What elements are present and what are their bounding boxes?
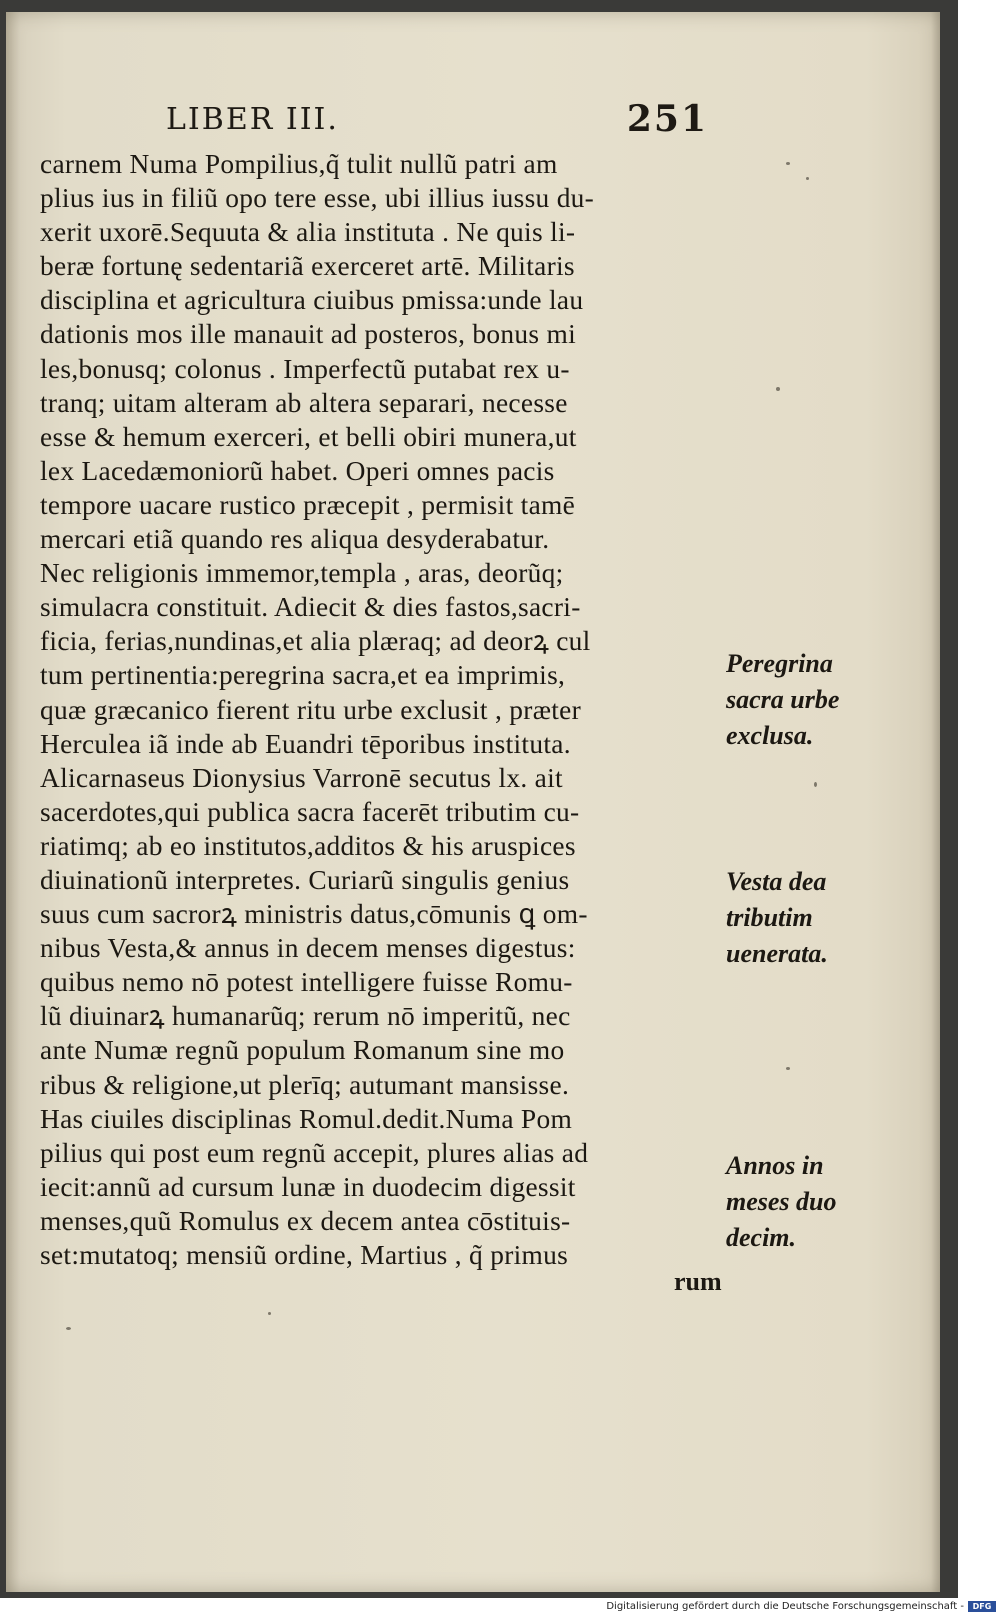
text-line: riatimq; ab eo institutos,additos & his aruspices (40, 830, 576, 861)
catchword: rum (674, 1267, 722, 1296)
text-line: iecit:annũ ad cursum lunæ in duodecim digessit (40, 1171, 576, 1202)
text-line: tranq; uitam alteram ab altera separari, necesse (40, 387, 568, 418)
marginal-note-line: decim. (726, 1223, 797, 1252)
text-line: ante Numæ regnũ populum Romanum sine mo (40, 1035, 565, 1066)
ink-speck (776, 387, 780, 391)
digitization-credit: Digitalisierung gefördert durch die Deutsche Forschungsgemeinschaft - (606, 1601, 964, 1612)
main-text-block (40, 147, 730, 1272)
text-line: xerit uxorē.Sequuta & alia instituta . Ne quis li- (40, 217, 576, 248)
book-page (6, 12, 940, 1592)
text-line: carnem Numa Pompilius,q̃ tulit nullũ patri am (40, 149, 558, 179)
dfg-logo: DFG (968, 1601, 996, 1612)
text-line: nibus Vesta,& annus in decem menses digestus: (40, 933, 576, 964)
text-line: Has ciuiles disciplinas Romul.dedit.Numa Pom (40, 1103, 573, 1134)
text-line: set:mutatoq; mensiũ ordine, Martius , q̃ primus (40, 1240, 569, 1270)
ink-speck (786, 162, 790, 165)
marginal-note-line: sacra urbe (726, 685, 840, 714)
marginal-note-line: uenerata. (726, 939, 828, 968)
text-line: esse & hemum exerceri, et belli obiri munera,ut (40, 421, 577, 452)
marginal-note-line: exclusa. (726, 721, 814, 750)
running-title: LIBER III. (166, 102, 339, 137)
text-line: lex Lacedæmoniorũ habet. Operi omnes pacis (40, 455, 555, 486)
text-line: lũ diuinarꝝ humanarũq; rerum nō imperitũ, nec (40, 1001, 571, 1032)
text-line: simulacra constituit. Adiecit & dies fastos,sacri- (40, 592, 581, 623)
marginal-note-line: Annos in (726, 1151, 824, 1180)
ink-speck (814, 782, 817, 787)
text-line: Nec religionis immemor,templa , aras, deorũq; (40, 558, 564, 589)
text-line: plius ius in filiũ opo tere esse, ubi illius iussu du- (40, 183, 595, 214)
text-line: sacerdotes,qui publica sacra facerēt tributim cu- (40, 796, 580, 827)
ink-speck (66, 1327, 71, 1330)
ink-speck (806, 177, 809, 180)
text-line: tempore uacare rustico præcepit , permisit tamē (40, 489, 576, 520)
text-line: quibus nemo nō potest intelligere fuisse Romu- (40, 967, 573, 998)
text-line: ficia, ferias,nundinas,et alia plæraq; ad deorꝝ cul (40, 626, 591, 657)
text-line: menses,quũ Romulus ex decem antea cōstituis- (40, 1205, 571, 1236)
text-line: Herculea iã inde ab Euandri tēporibus instituta. (40, 728, 571, 759)
marginal-note-line: tributim (726, 903, 813, 932)
text-line: les,bonusq; colonus . Imperfectũ putabat rex u- (40, 353, 570, 384)
text-line: pilius qui post eum regnũ accepit, plures alias ad (40, 1137, 589, 1168)
text-line: disciplina et agricultura ciuibus pmissa:unde lau (40, 285, 584, 316)
marginal-note-1 (726, 646, 886, 754)
text-line: suus cum sacrorꝝ ministris datus,cōmunis ꝗ om- (40, 899, 588, 930)
ink-speck (268, 1312, 271, 1315)
text-line: quæ græcanico fierent ritu urbe exclusit , præter (40, 694, 582, 725)
text-line: tum pertinentia:peregrina sacra,et ea imprimis, (40, 660, 566, 691)
marginal-note-3 (726, 1148, 886, 1256)
folio-number: 251 (626, 98, 708, 140)
marginal-note-line: Vesta dea (726, 867, 827, 896)
ink-speck (786, 1067, 790, 1070)
marginal-note-line: meses duo (726, 1187, 837, 1216)
text-line: diuinationũ interpretes. Curiarũ singulis genius (40, 864, 570, 895)
text-line: mercari etiã quando res aliqua desyderabatur. (40, 524, 550, 555)
text-line: dationis mos ille manauit ad posteros, bonus mi (40, 319, 576, 350)
marginal-note-2 (726, 864, 886, 972)
text-line: ribus & religione,ut plerīq; autumant mansisse. (40, 1069, 570, 1100)
text-line: Alicarnaseus Dionysius Varronē secutus lx. ait (40, 762, 563, 793)
marginal-note-line: Peregrina (726, 649, 833, 678)
page-header (156, 98, 716, 142)
text-line: beræ fortunę sedentariã exerceret artē. Militaris (40, 251, 575, 282)
